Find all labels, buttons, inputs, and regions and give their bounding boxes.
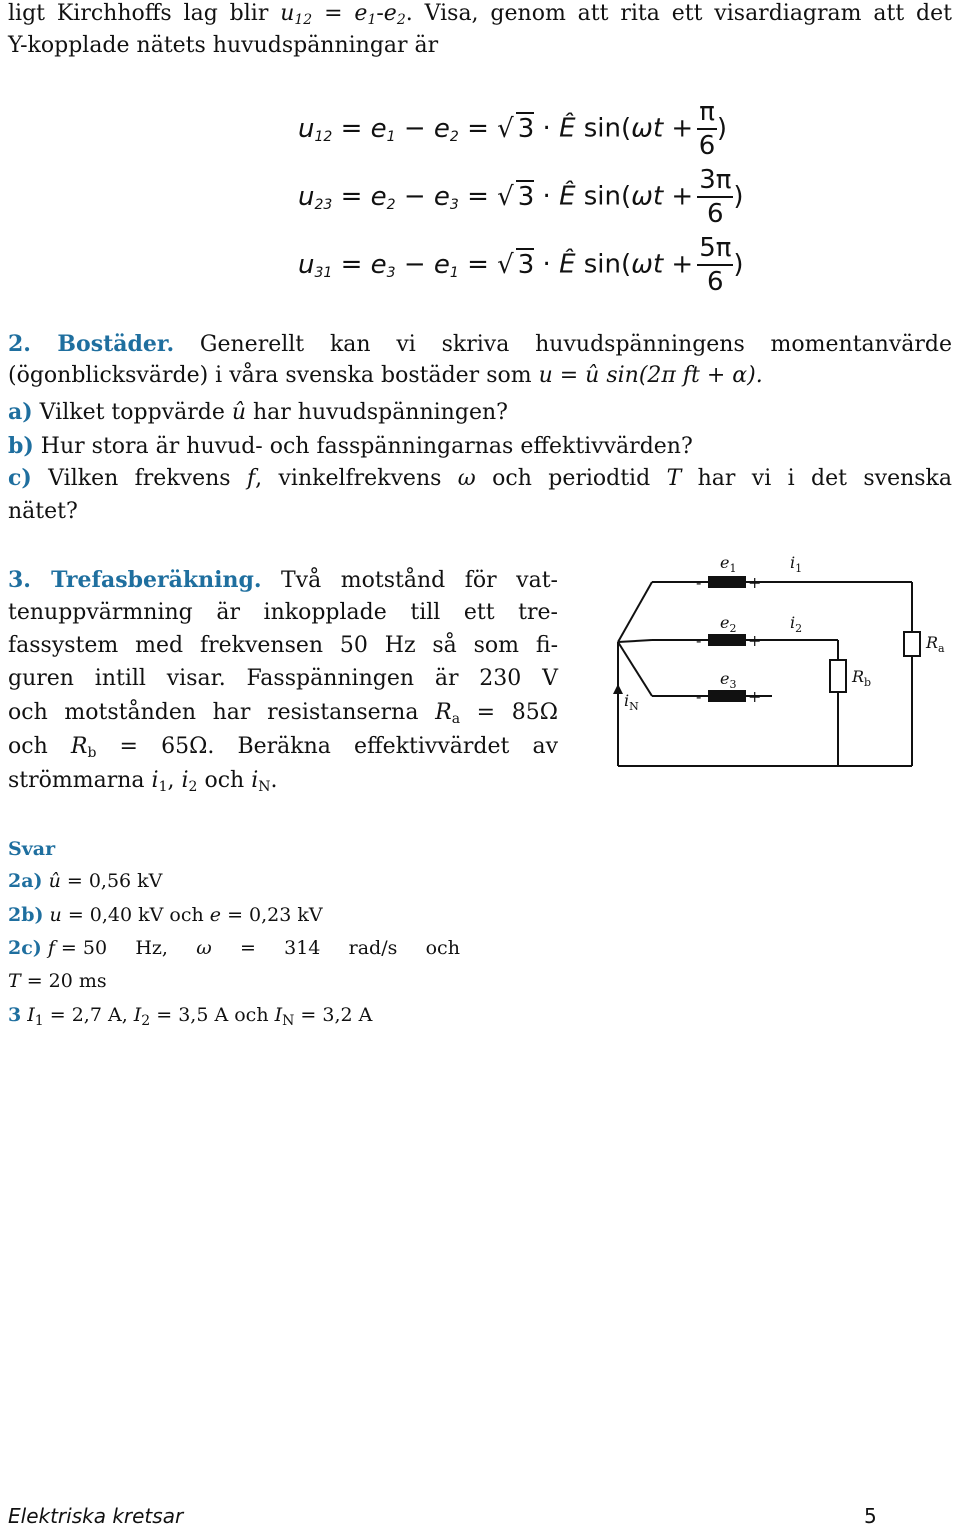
var-e2: $e_2$ bbox=[383, 1, 406, 28]
eq-close: ) bbox=[733, 249, 744, 280]
section3-line-7: strömmarna $i_1$, $i_2$ och $i_N$. bbox=[8, 768, 278, 795]
var-u: $u_{12}$ bbox=[280, 1, 313, 28]
source-e3-plus: + bbox=[748, 687, 762, 706]
section3-line-2: tenuppvärmning är inkopplade till ett tre- bbox=[8, 600, 558, 625]
eq-equals: = bbox=[340, 249, 363, 280]
eq-amplitude: Ê bbox=[559, 113, 576, 144]
section3-line-4: guren intill visar. Fasspänningen är 230 V bbox=[8, 666, 558, 691]
page-number: 5 bbox=[864, 1504, 877, 1528]
eq-equals: = bbox=[340, 113, 363, 144]
eq-lhs: $u_{12}$ bbox=[298, 113, 333, 145]
source-e3 bbox=[708, 690, 746, 702]
iN-arrowhead bbox=[613, 684, 623, 694]
eq-sin: sin( bbox=[583, 249, 632, 280]
section2-line-1: 2. Bostäder. Generellt kan vi skriva huvudspänningens momentanvärde bbox=[8, 331, 952, 357]
answer-2a: 2a) û = 0,56 kV bbox=[8, 870, 163, 892]
answer-2c-line-2: T = 20 ms bbox=[8, 970, 107, 992]
source-e1-plus: + bbox=[748, 573, 762, 592]
label-i1: $i_1$ bbox=[790, 553, 803, 575]
source-e2-minus: - bbox=[696, 631, 702, 650]
label-ra: $R_a$ bbox=[926, 633, 945, 655]
eq-omega-t: ωt bbox=[631, 113, 664, 144]
eq-term-a: $e_2$ bbox=[370, 181, 396, 213]
eq-close: ) bbox=[733, 181, 744, 212]
eq-omega-t: ωt bbox=[631, 249, 664, 280]
answers-heading: Svar bbox=[8, 838, 56, 860]
eq-term-a: $e_1$ bbox=[370, 113, 396, 145]
section3-line-6: och $R_b = 65\Omega$. Beräkna effektivvärdet av bbox=[8, 734, 559, 761]
eq-plus: + bbox=[671, 113, 694, 144]
section2-heading: 2. Bostäder. bbox=[8, 331, 175, 357]
eq-fraction: $\frac{3\pi}{6}$ bbox=[699, 165, 732, 229]
eq-term-a: $e_3$ bbox=[370, 249, 396, 281]
resistor-ra bbox=[904, 632, 920, 656]
equation-u31 bbox=[298, 232, 744, 298]
question-2c-line-2: nätet? bbox=[8, 499, 78, 524]
equation-u12 bbox=[298, 96, 727, 162]
footer-title: Elektriska kretsar bbox=[8, 1504, 184, 1528]
eq-equals-2: = bbox=[467, 181, 489, 212]
var-e1: $e_1$ bbox=[354, 1, 377, 28]
resistor-rb bbox=[830, 660, 846, 692]
eq-sqrt: √ 3 bbox=[497, 249, 535, 280]
eq-sqrt: √ 3 bbox=[497, 181, 535, 212]
eq-fraction: $\frac{5\pi}{6}$ bbox=[699, 233, 732, 297]
source-e1-minus: - bbox=[696, 573, 702, 592]
eq-lhs: $u_{31}$ bbox=[298, 249, 333, 281]
label-e1: $e_1$ bbox=[720, 553, 737, 575]
eq-term-b: $e_3$ bbox=[433, 181, 459, 213]
eq-dot: · bbox=[542, 181, 551, 212]
question-2b: b) Hur stora är huvud- och fasspänningarnas effektivvärden? bbox=[8, 433, 693, 459]
eq-equals: = bbox=[340, 181, 363, 212]
answer-2c: 2c) f = 50 Hz, ω = 314 rad/s och bbox=[8, 937, 460, 959]
question-2c: c) Vilken frekvens f, vinkelfrekvens ω och periodtid T har vi i det svenska bbox=[8, 465, 953, 491]
circuit-diagram bbox=[612, 552, 958, 772]
eq-term-b: $e_2$ bbox=[433, 113, 459, 145]
eq-fraction: $\frac{\pi}{6}$ bbox=[698, 97, 716, 161]
eq-close: ) bbox=[716, 113, 728, 144]
eq-equals-2: = bbox=[467, 113, 489, 144]
eq-equals-2: = bbox=[467, 249, 489, 280]
section2-formula: u = û sin(2π ft + α). bbox=[538, 363, 763, 388]
source-e2 bbox=[708, 634, 746, 646]
circuit-wires bbox=[618, 582, 912, 766]
eq-sin: sin( bbox=[583, 181, 632, 212]
intro-line-1: ligt Kirchhoffs lag blir $u_{12} = e_1-e_2$. Visa, genom att rita ett visardiagram att det bbox=[8, 1, 952, 28]
section3-line-5: och motstånden har resistanserna $R_a = 85\Omega$ bbox=[8, 700, 558, 727]
eq-minus: − bbox=[403, 249, 426, 280]
intro-line-2: Y-kopplade nätets huvudspänningar är bbox=[8, 33, 439, 58]
eq-plus: + bbox=[671, 181, 694, 212]
eq-minus: − bbox=[403, 113, 426, 144]
label-rb: $R_b$ bbox=[852, 667, 872, 689]
source-e3-minus: - bbox=[696, 687, 702, 706]
equation-u23 bbox=[298, 164, 744, 230]
eq-dot: · bbox=[542, 249, 551, 280]
section3-line-1: 3. Trefasberäkning. Två motstånd för vat- bbox=[8, 567, 558, 593]
eq-lhs: $u_{23}$ bbox=[298, 181, 333, 213]
section3-heading: 3. Trefasberäkning. bbox=[8, 567, 262, 593]
answer-2b: 2b) u = 0,40 kV och e = 0,23 kV bbox=[8, 904, 323, 926]
source-e1 bbox=[708, 576, 746, 588]
source-e2-plus: + bbox=[748, 631, 762, 650]
label-i2: $i_2$ bbox=[790, 613, 803, 635]
eq-amplitude: Ê bbox=[559, 181, 576, 212]
eq-omega-t: ωt bbox=[631, 181, 664, 212]
question-2a: a) Vilket toppvärde û har huvudspänningen? bbox=[8, 399, 508, 425]
section2-line-2: (ögonblicksvärde) i våra svenska bostäder som u = û sin(2π ft + α). bbox=[8, 363, 763, 388]
eq-amplitude: Ê bbox=[559, 249, 576, 280]
eq-sqrt: √ 3 bbox=[497, 113, 535, 144]
answer-3: 3 $I_1 = 2,7$ A, $I_2 = 3,5$ A och $I_N = 3,2$ A bbox=[8, 1004, 373, 1029]
eq-minus: − bbox=[403, 181, 426, 212]
label-e2: $e_2$ bbox=[720, 613, 737, 635]
label-iN: $i_N$ bbox=[624, 691, 639, 713]
eq-sin: sin( bbox=[583, 113, 632, 144]
eq-term-b: $e_1$ bbox=[433, 249, 459, 281]
label-e3: $e_3$ bbox=[720, 669, 737, 691]
eq-dot: · bbox=[542, 113, 551, 144]
section3-line-3: fassystem med frekvensen 50 Hz så som fi- bbox=[8, 633, 558, 658]
eq-plus: + bbox=[671, 249, 694, 280]
